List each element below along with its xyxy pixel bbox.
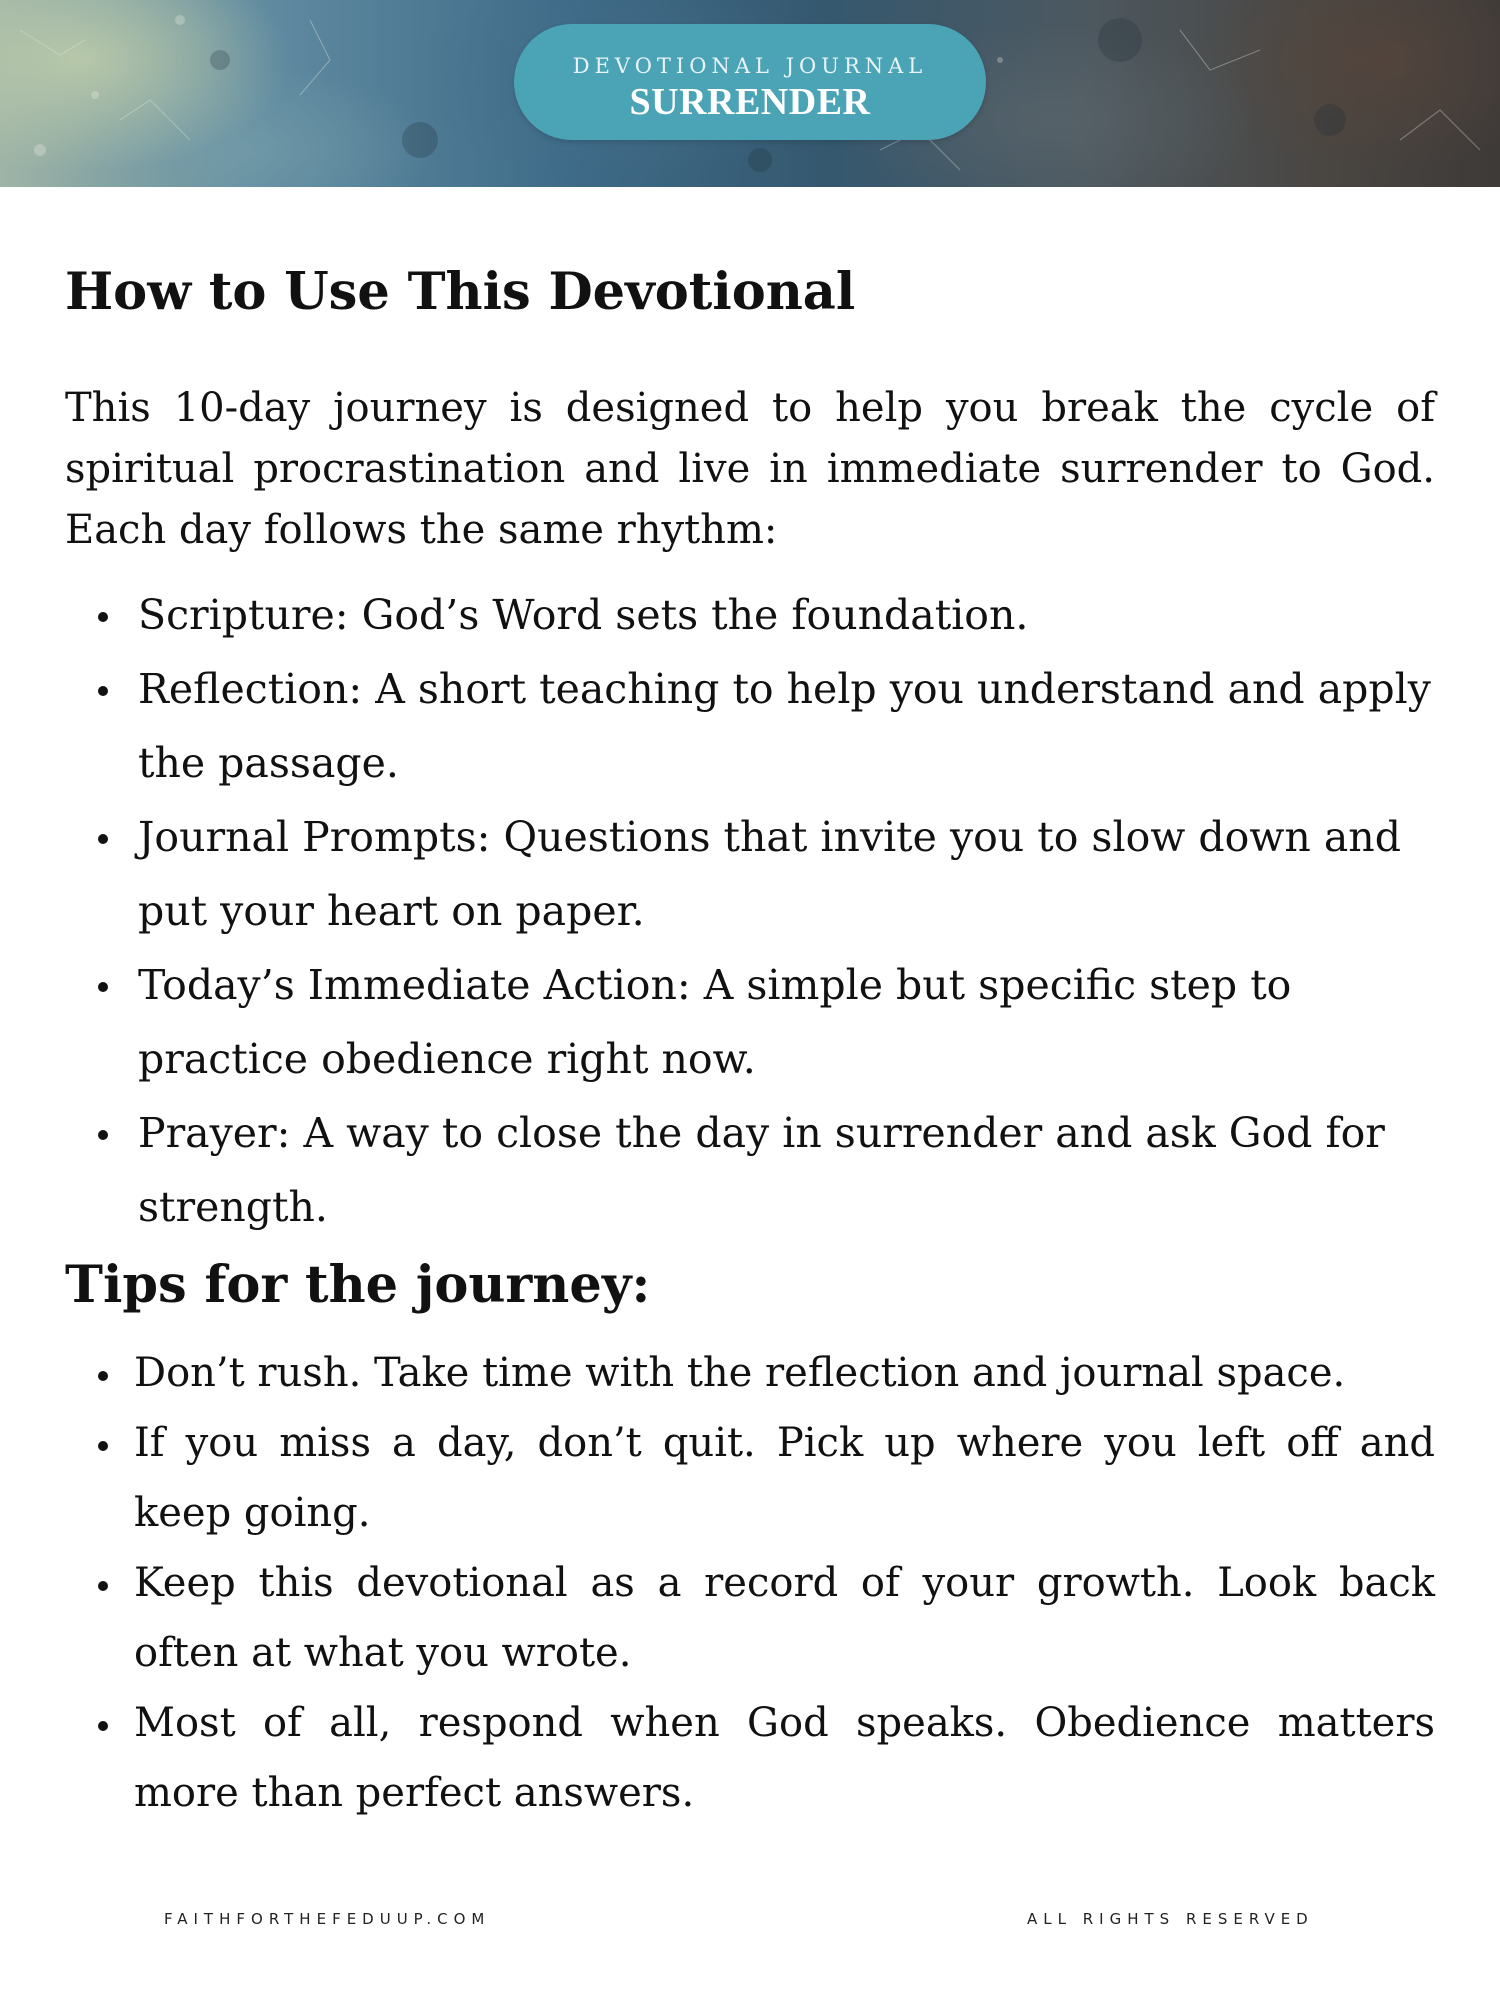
- section-heading-tips: Tips for the journey:: [65, 1255, 651, 1315]
- bullet-icon: [98, 1581, 108, 1591]
- bullet-icon: [98, 1441, 108, 1451]
- list-item-text: Keep this devotional as a record of your growth. Look back often at what you wrote.: [134, 1560, 1435, 1676]
- intro-paragraph: This 10-day journey is designed to help you break the cycle of spiritual procrastination and live in immediate surrender to God. Each day follows the same rhythm:: [65, 385, 1435, 553]
- list-item: [65, 1338, 1435, 1408]
- list-item: [65, 1688, 1435, 1828]
- list-item-text: Today’s Immediate Action: A simple but specific step to practice obedience right now.: [138, 961, 1292, 1083]
- header-banner: [0, 0, 1500, 187]
- list-item-text: Prayer: A way to close the day in surrender and ask God for strength.: [138, 1109, 1385, 1231]
- bullet-icon: [98, 982, 108, 992]
- header-kicker: DEVOTIONAL JOURNAL: [572, 54, 928, 78]
- tips-list: [65, 1338, 1435, 1828]
- bullet-icon: [98, 834, 108, 844]
- list-item-text: If you miss a day, don’t quit. Pick up where you left off and keep going.: [134, 1420, 1435, 1536]
- list-item-text: Don’t rush. Take time with the reflection and journal space.: [134, 1350, 1346, 1396]
- list-item: [65, 578, 1435, 652]
- bullet-icon: [98, 686, 108, 696]
- title-badge: [514, 24, 986, 140]
- list-item: [65, 1408, 1435, 1548]
- list-item: [65, 652, 1435, 800]
- list-item: [65, 1548, 1435, 1688]
- section-heading-how-to-use: How to Use This Devotional: [65, 262, 856, 322]
- list-item-text: Scripture: God’s Word sets the foundation.: [138, 591, 1029, 639]
- bullet-icon: [98, 1371, 108, 1381]
- list-item: [65, 800, 1435, 948]
- bullet-icon: [98, 612, 108, 622]
- header-title: SURRENDER: [629, 81, 871, 123]
- list-item-text: Journal Prompts: Questions that invite you to slow down and put your heart on paper.: [138, 813, 1401, 935]
- footer-rights: ALL RIGHTS RESERVED: [1027, 1910, 1314, 1928]
- list-item: [65, 1096, 1435, 1244]
- rhythm-list: [65, 578, 1435, 1244]
- list-item: [65, 948, 1435, 1096]
- bullet-icon: [98, 1721, 108, 1731]
- list-item-text: Reflection: A short teaching to help you understand and apply the passage.: [138, 665, 1431, 787]
- list-item-text: Most of all, respond when God speaks. Obedience matters more than perfect answers.: [134, 1700, 1435, 1816]
- footer-website: FAITHFORTHEFEDUUP.COM: [164, 1910, 491, 1928]
- bullet-icon: [98, 1130, 108, 1140]
